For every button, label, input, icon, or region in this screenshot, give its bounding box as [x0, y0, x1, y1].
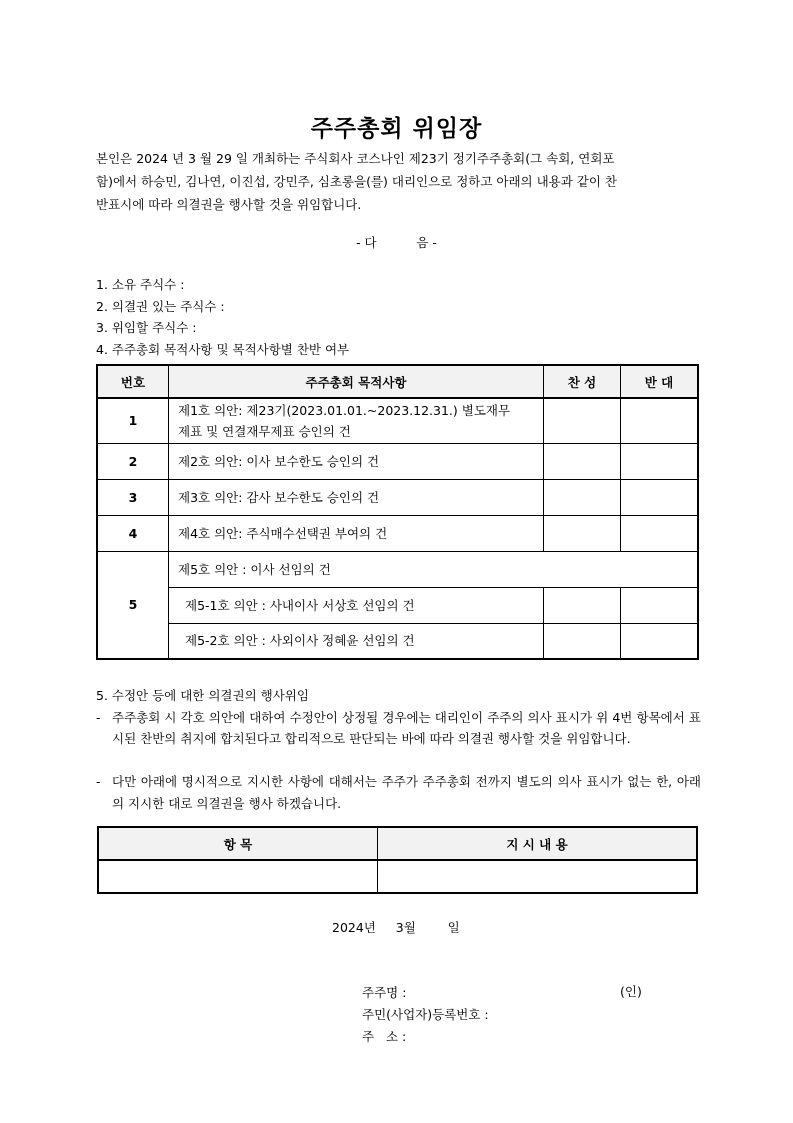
table-row [97, 623, 698, 659]
amendment-delegation-section [96, 685, 701, 814]
header-number: 번호 [97, 365, 169, 398]
for-cell[interactable] [544, 515, 621, 551]
for-cell[interactable] [544, 623, 621, 659]
intro-line: 함)에서 하승민, 김나연, 이진섭, 강민주, 심초롱을(를) 대리인으로 정하고 아래의 내용과 같이 찬 [96, 174, 618, 189]
table-row [97, 551, 698, 587]
agenda-subitem: 제5-2호 의안 : 사외이사 정혜윤 선임의 건 [169, 623, 544, 659]
item-cell[interactable] [98, 860, 378, 893]
section-separator: - 다 음 - [356, 235, 437, 250]
table-row [97, 515, 698, 551]
header-for: 찬 성 [544, 365, 621, 398]
table-row [97, 443, 698, 479]
voting-shares-label: 2. 의결권 있는 주식수 : [96, 298, 225, 314]
address-label: 주 소 : [362, 1029, 407, 1044]
signature-block [362, 982, 489, 1048]
dash-marker: - [96, 709, 101, 725]
agenda-item: 제3호 의안: 감사 보수한도 승인의 건 [169, 479, 544, 515]
owned-shares-label: 1. 소유 주식수 : [96, 277, 185, 292]
table-row [97, 398, 698, 443]
agenda-number: 3 [97, 479, 169, 515]
header-item: 항 목 [98, 827, 378, 860]
agenda-item: 제4호 의안: 주식매수선택권 부여의 건 [169, 515, 544, 551]
table-row [97, 479, 698, 515]
agenda-text: 제1호 의안: 제23기(2023.01.01.~2023.12.31.) 별도재무 [178, 402, 511, 418]
header-agenda: 주주총회 목적사항 [169, 365, 544, 398]
paragraph-text: 주주총회 시 각호 의안에 대하여 수정안이 상정될 경우에는 대리인이 주주의 의사 표시가 위 4번 항목에서 표시된 찬반의 취지에 합치된다고 합리적으로 판단되는 바에 따라 의결권 행사할 것을 위임합니다. [112, 709, 701, 746]
for-cell[interactable] [544, 443, 621, 479]
agenda-text: 제표 및 연결재무제표 승인의 건 [178, 423, 351, 439]
agenda-number: 1 [97, 398, 169, 443]
against-cell[interactable] [621, 479, 699, 515]
agenda-table [96, 364, 699, 660]
section-heading: 5. 수정안 등에 대한 의결권의 행사위임 [96, 688, 309, 703]
table-row [98, 860, 697, 893]
instruction-cell[interactable] [378, 860, 698, 893]
against-cell[interactable] [621, 623, 699, 659]
intro-line: 반표시에 따라 의결권을 행사할 것을 위임합니다. [96, 197, 362, 212]
against-cell[interactable] [621, 443, 699, 479]
seal-mark: (인) [620, 984, 642, 999]
intro-line: 본인은 2024 년 3 월 29 일 개최하는 주식회사 코스나인 제23기 정기주주총회(그 속회, 연회포 [96, 151, 615, 166]
agenda-number: 2 [97, 443, 169, 479]
agenda-number: 5 [97, 551, 169, 659]
agenda-number: 4 [97, 515, 169, 551]
agenda-heading: 4. 주주총회 목적사항 및 목적사항별 찬반 여부 [96, 341, 350, 357]
dash-marker: - [96, 774, 101, 789]
dash-paragraph [96, 707, 701, 750]
agenda-item: 제2호 의안: 이사 보수한도 승인의 건 [169, 443, 544, 479]
agenda-item: 제5호 의안 : 이사 선임의 건 [169, 551, 699, 587]
agenda-item [169, 398, 544, 443]
paragraph-text: 다만 아래에 명시적으로 지시한 사항에 대해서는 주주가 주주총회 전까지 별도의 의사 표시가 없는 한, 아래의 지시한 대로 의결권을 행사 하겠습니다. [112, 774, 701, 811]
for-cell[interactable] [544, 398, 621, 443]
intro-paragraph [96, 147, 700, 216]
table-row [97, 587, 698, 623]
delegated-shares-label: 3. 위임할 주식수 : [96, 320, 197, 335]
signing-date: 2024년 3월 일 [332, 920, 460, 935]
instruction-table [97, 826, 698, 894]
against-cell[interactable] [621, 515, 699, 551]
dash-paragraph [96, 771, 701, 814]
item-list [96, 274, 349, 360]
agenda-subitem: 제5-1호 의안 : 사내이사 서상호 선임의 건 [169, 587, 544, 623]
against-cell[interactable] [621, 398, 699, 443]
for-cell[interactable] [544, 479, 621, 515]
shareholder-name-label: 주주명 : [362, 985, 407, 1000]
registration-number-label: 주민(사업자)등록번호 : [362, 1007, 489, 1022]
document-title: 주주총회 위임장 [310, 116, 483, 142]
against-cell[interactable] [621, 587, 699, 623]
header-instruction: 지 시 내 용 [378, 827, 698, 860]
for-cell[interactable] [544, 587, 621, 623]
header-against: 반 대 [621, 365, 699, 398]
